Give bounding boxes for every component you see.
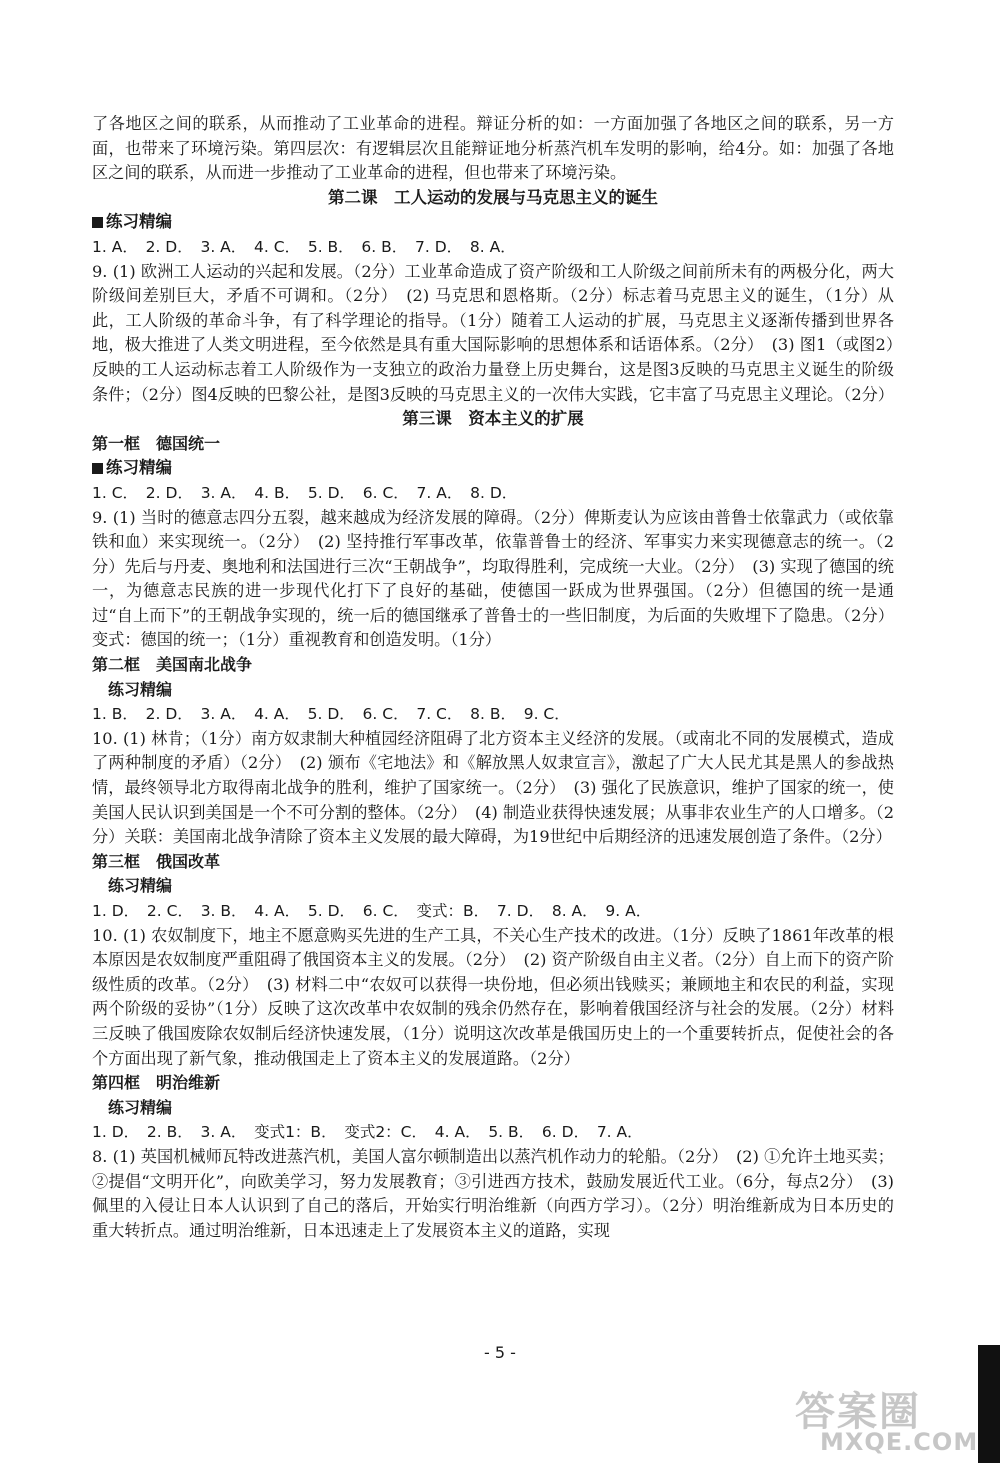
frame-2-section-heading: 练习精编 (108, 679, 173, 699)
page-number: - 5 - (484, 1343, 516, 1362)
frame-3-question-10: 10. (1) 农奴制度下，地主不愿意购买先进的生产工具，不关心生产技术的改进。（1分）反映了1861年改革的根本原因是农奴制度严重阻碍了俄国资本主义的发展。（2分） (2) 资产阶级自由主义者。（2分）自上而下的资产阶级性质的改革。（2分） (3) 材料二中“农奴可以获得一块份地，但必须出钱赎买；兼顾地主和农民的利益，实现两个阶级的妥协”（1分）反映了这次改革中农奴制的残余仍然存在，影响着俄国经济与社会的发展。（2分）材料三反映了俄国废除农奴制后经济快速发展，（1分）说明这次改革是俄国历史上的一个重要转折点，促使社会的各个方面出现了新气象，推动俄国走上了资本主义的发展道路。（2分） (92, 925, 894, 1068)
lesson-2-section-heading: 练习精编 (92, 210, 894, 235)
watermark-title: 答案圈 (795, 1389, 921, 1435)
frame-3-section-heading: 练习精编 (108, 876, 173, 896)
watermark-logo (795, 1380, 995, 1460)
frame-2-choice-answers: 1. B． 2. D． 3. A． 4. A． 5. D． 6. C． 7. C． 8. B． 9. C． (92, 705, 570, 724)
square-bullet-icon (92, 217, 103, 228)
watermark-url: MXQE.COM (820, 1428, 979, 1456)
lesson-2-title: 第二课 工人运动的发展与马克思主义的诞生 (328, 187, 658, 207)
frame-4-title: 第四框 明治维新 (92, 1073, 221, 1093)
frame-3-choice-answers: 1. D． 2. C． 3. B． 4. A． 5. D． 6. C． 变式：B． 7. D． 8. A． 9. A． (92, 902, 652, 920)
frame-1-choice-answers: 1. C． 2. D． 3. A． 4. B． 5. D． 6. C． 7. A． 8. D． (92, 483, 518, 502)
frame-4-question-8: 8. (1) 英国机械师瓦特改进蒸汽机，美国人富尔顿制造出以蒸汽机作动力的轮船。（2分） (2) ①允许土地买卖；②提倡“文明开化”，向欧美学习，努力发展教育；③引进西方技术，鼓励发展近代工业。（6分，每点2分） (3) 佩里的入侵让日本人认识到了自己的落后，开始实行明治维新（向西方学习）。（2分）明治维新成为日本历史的重大转折点。通过明治维新，日本迅速走上了发展资本主义的道路，实现 (92, 1146, 894, 1240)
lesson-2-question-9: 9. (1) 欧洲工人运动的兴起和发展。（2分）工业革命造成了资产阶级和工人阶级之间前所未有的两极分化，两大阶级间差别巨大，矛盾不可调和。（2分） (2) 马克思和恩格斯。（2分）标志着马克思主义的诞生，（1分）从此，工人阶级的革命斗争，有了科学理论的指导。（1分）随着工人运动的扩展，马克思主义逐渐传播到世界各地，极大推进了人类文明进程，至今依然是具有重大国际影响的思想体系和话语体系。（2分） (3) 图1（或图2）反映的工人运动标志着工人阶级作为一支独立的政治力量登上历史舞台，这是图3反映的马克思主义诞生的阶级条件；（2分）图4反映的巴黎公社，是图3反映的马克思主义的一次伟大实践，它丰富了马克思主义理论。（2分） (92, 261, 894, 404)
frame-3-title: 第三框 俄国改革 (92, 851, 221, 871)
page-content (92, 112, 894, 1243)
frame-4-choice-answers: 1. D． 2. B． 3. A． 变式1：B． 变式2：C． 4. A． 5. B． 6. D． 7. A． (92, 1123, 643, 1142)
frame-1-title: 第一框 德国统一 (92, 433, 221, 453)
frame-1-section-heading: 练习精编 (92, 456, 894, 481)
frame-4-section-heading: 练习精编 (108, 1097, 173, 1117)
frame-1-question-9: 9. (1) 当时的德意志四分五裂，越来越成为经济发展的障碍。（2分）俾斯麦认为应该由普鲁士依靠武力（或依靠铁和血）来实现统一。（2分） (2) 坚持推行军事改革，依靠普鲁士的经济、军事实力来实现德意志的统一。（2分）先后与丹麦、奥地利和法国进行三次“王朝战争”，均取得胜利，完成统一大业。（2分） (3) 实现了德国的统一，为德意志民族的进一步现代化打下了良好的基础，使德国一跃成为世界强国。（2分）但德国的统一是通过“自上而下”的王朝战争实现的，统一后的德国继承了普鲁士的一些旧制度，为后面的失败埋下了隐患。（2分）变式：德国的统一；（1分）重视教育和创造发明。（1分） (92, 507, 894, 650)
frame-2-question-10: 10. (1) 林肯；（1分）南方奴隶制大种植园经济阻碍了北方资本主义经济的发展。（或南北不同的发展模式，造成了两种制度的矛盾）（2分） (2) 颁布《宅地法》和《解放黑人奴隶宣言》，激起了广大人民尤其是黑人的参战热情，最终领导北方取得南北战争的胜利，维护了国家统一。（2分） (3) 强化了民族意识，维护了国家的统一，使美国人民认识到美国是一个不可分割的整体。（2分） (4) 制造业获得快速发展；从事非农业生产的人口增多。（2分）关联：美国南北战争清除了资本主义发展的最大障碍，为19世纪中后期经济的迅速发展创造了条件。（2分） (92, 728, 894, 847)
lesson-3-title: 第三课 资本主义的扩展 (402, 409, 584, 429)
continued-paragraph: 了各地区之间的联系，从而推动了工业革命的进程。辩证分析的如：一方面加强了各地区之间的联系，另一方面，也带来了环境污染。第四层次：有逻辑层次且能辩证地分析蒸汽机车发明的影响，给4分。如：加强了各地区之间的联系，从而进一步推动了工业革命的进程，但也带来了环境污染。 (92, 114, 894, 183)
frame-2-title: 第二框 美国南北战争 (92, 655, 253, 675)
lesson-2-choice-answers: 1. A． 2. D． 3. A． 4. C． 5. B． 6. B． 7. D． 8. A． (92, 237, 516, 256)
square-bullet-icon (92, 463, 103, 474)
